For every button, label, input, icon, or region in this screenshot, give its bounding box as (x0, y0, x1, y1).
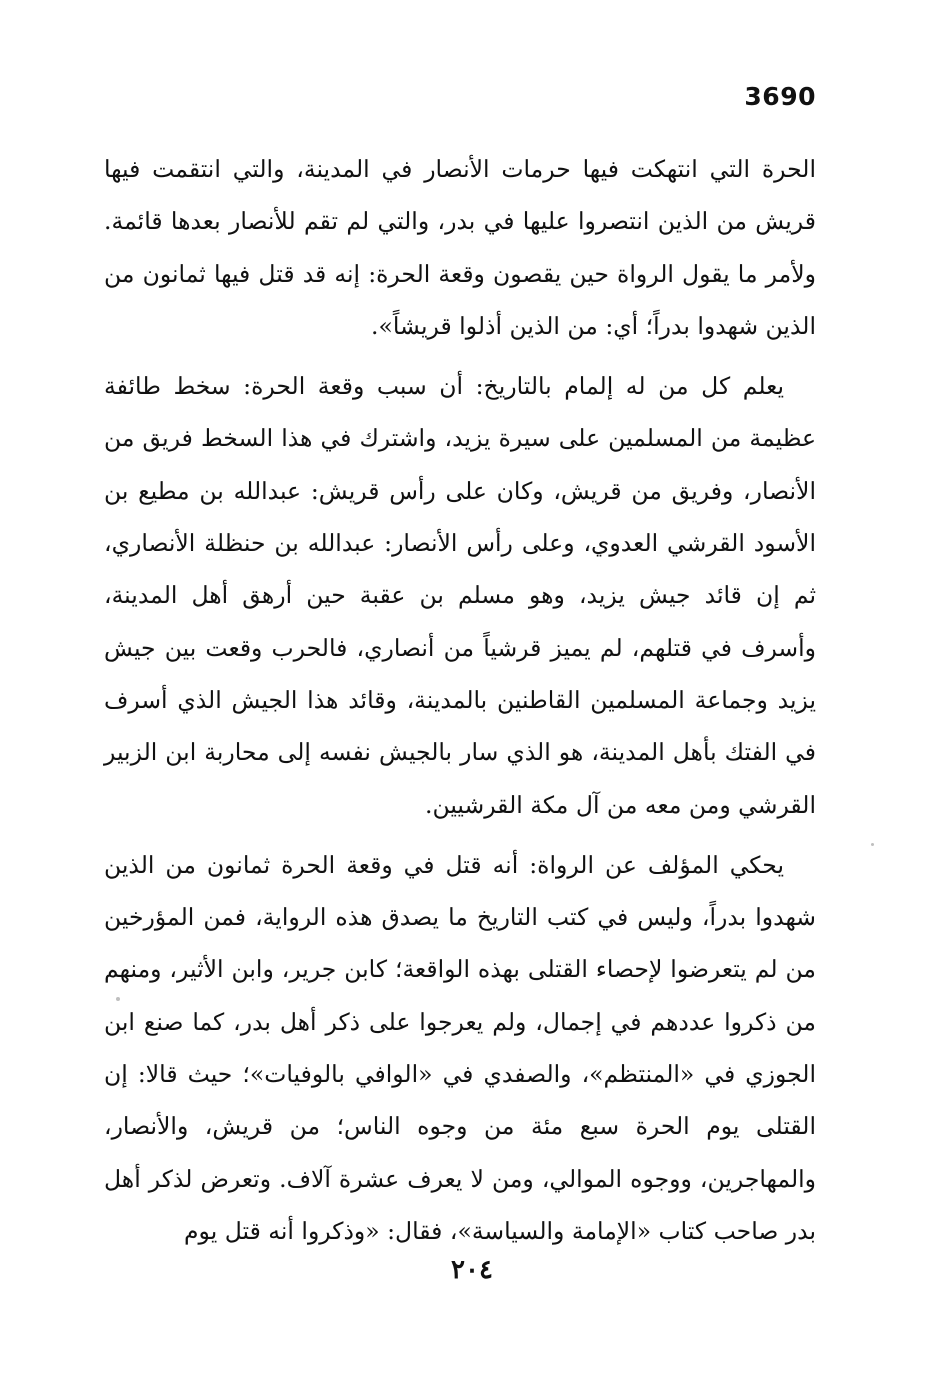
body-text (104, 143, 816, 1265)
page-header-number: 3690 (744, 82, 816, 111)
paragraph-1: الحرة التي انتهكت فيها حرمات الأنصار في المدينة، والتي انتقمت فيها قريش من الذين انتصروا عليها في بدر، والتي لم تقم للأنصار بعدها قائمة. ولأمر ما يقول الرواة حين يقصون وقعة الحرة: إنه قد قتل فيها ثمانون من الذين شهدوا بدراً؛ أي: من الذين أذلوا قريشاً». (104, 155, 817, 340)
scan-speck (871, 843, 874, 846)
paragraph-2: يعلم كل من له إلمام بالتاريخ: أن سبب وقعة الحرة: سخط طائفة عظيمة من المسلمين على سيرة يزيد، واشترك في هذا السخط فريق من الأنصار، وفريق من قريش، وكان على رأس قريش: عبدالله بن مطيع بن الأسود القرشي العدوي، وعلى رأس الأنصار: عبدالله بن حنظلة الأنصاري، ثم إن قائد جيش يزيد، وهو مسلم بن عقبة حين أرهق أهل المدينة، وأسرف في قتلهم، لم يميز قرشياً من أنصاري، فالحرب وقعت بين جيش يزيد وجماعة المسلمين القاطنين بالمدينة، وقائد هذا الجيش الذي أسرف في الفتك بأهل المدينة، هو الذي سار بالجيش نفسه إلى محاربة ابن الزبير القرشي ومن معه من آل مكة القرشيين. (104, 372, 816, 819)
page-folio: ٢٠٤ (451, 1255, 493, 1285)
scan-speck (116, 997, 120, 1001)
paragraph-3: يحكي المؤلف عن الرواة: أنه قتل في وقعة الحرة ثمانون من الذين شهدوا بدراً، وليس في كتب التاريخ ما يصدق هذه الرواية، فمن المؤرخين من لم يتعرضوا لإحصاء القتلى بهذه الواقعة؛ كابن جرير، وابن الأثير، ومنهم من ذكروا عددهم في إجمال، ولم يعرجوا على ذكر أهل بدر، كما صنع ابن الجوزي في «المنتظم»، والصفدي في «الوافي بالوفيات»؛ حيث قالا: إن القتلى يوم الحرة سبع مئة من وجوه الناس؛ من قريش، والأنصار، والمهاجرين، ووجوه الموالي، ومن لا يعرف عشرة آلاف. وتعرض لذكر أهل بدر صاحب كتاب «الإمامة والسياسة»، فقال: «وذكروا أنه قتل يوم (104, 850, 816, 1245)
